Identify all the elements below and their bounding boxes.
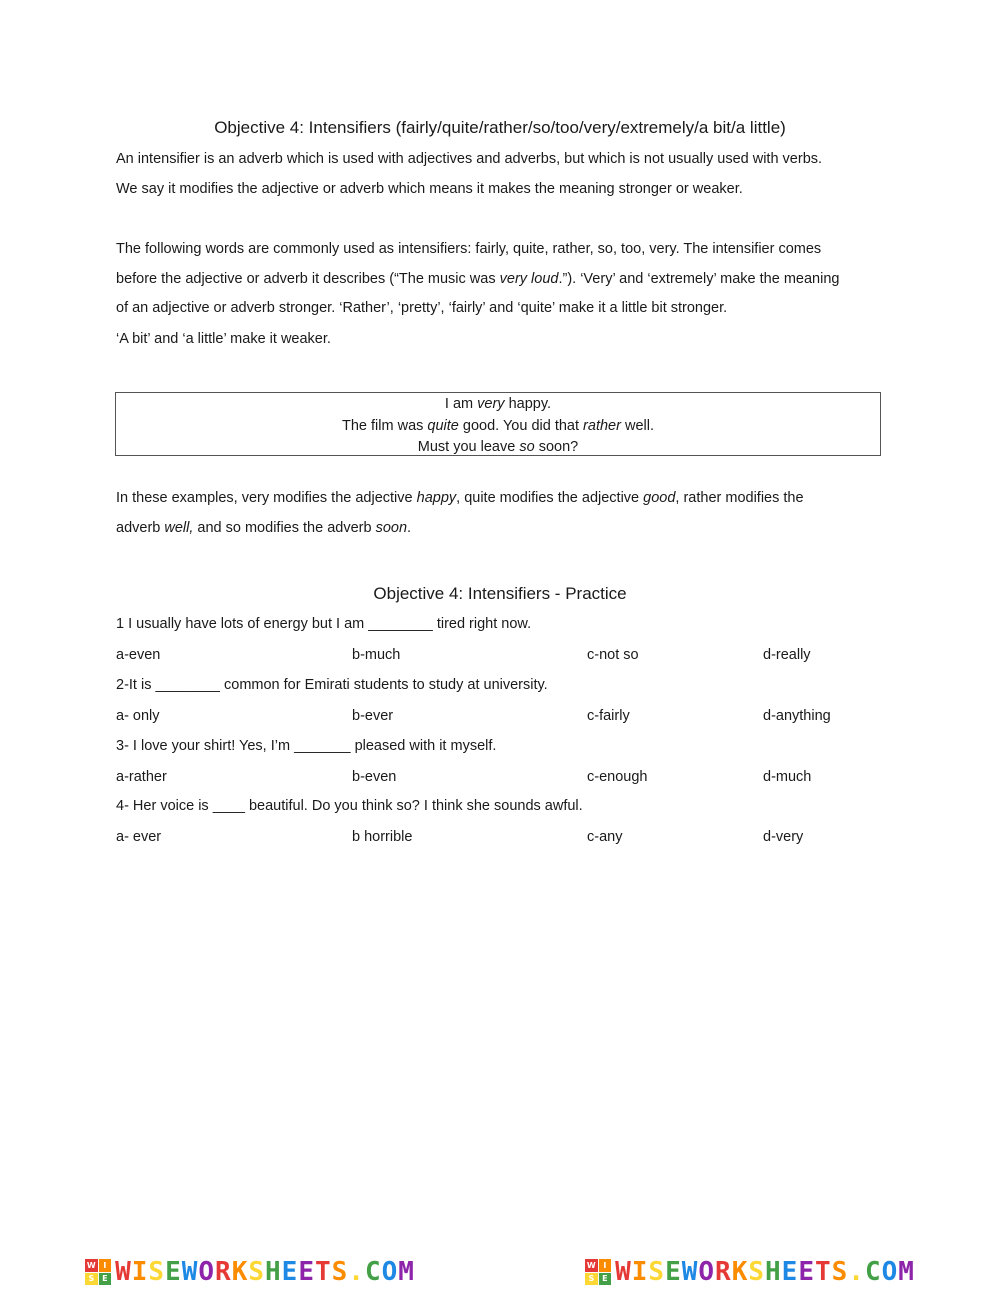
brand-letter: I (131, 1257, 149, 1287)
brand-letter: C (864, 1257, 882, 1287)
logo-icon (85, 1259, 111, 1285)
brand-letter: T (314, 1257, 332, 1287)
brand-text (115, 1257, 415, 1287)
logo-letter: I (599, 1259, 612, 1272)
question-3: 3- I love your shirt! Yes, I’m _______ pleased with it myself. (116, 738, 497, 754)
intro-line-1: An intensifier is an adverb which is used with adjectives and adverbs, but which is not usually used with verbs. (116, 151, 823, 167)
explanation-line-2: adverb well, and so modifies the adverb soon. (116, 520, 412, 536)
logo-letter: S (585, 1273, 598, 1286)
q3-option-c[interactable]: c-enough (587, 769, 648, 785)
q1-option-d[interactable]: d-really (763, 647, 811, 663)
brand-letter: W (615, 1257, 632, 1287)
brand-letter: M (898, 1257, 915, 1287)
brand-letter: E (165, 1257, 182, 1287)
intro-line-2: We say it modifies the adjective or adverb which means it makes the meaning stronger or weaker. (116, 181, 743, 197)
example-2: The film was quite good. You did that rather well. (342, 417, 654, 434)
brand-letter: E (798, 1257, 815, 1287)
brand-letter: C (364, 1257, 382, 1287)
q1-option-a[interactable]: a-even (116, 647, 161, 663)
brand-letter: E (298, 1257, 315, 1287)
logo-letter: W (86, 1260, 96, 1270)
brand-text (615, 1257, 915, 1287)
brand-letter: O (698, 1257, 716, 1287)
q4-option-b[interactable]: b horrible (352, 829, 413, 845)
q1-option-c[interactable]: c-not so (587, 647, 639, 663)
logo-letter: E (599, 1273, 612, 1286)
brand-letter: I (631, 1257, 649, 1287)
brand-letter: H (765, 1257, 782, 1287)
brand-letter: . (848, 1257, 865, 1287)
q4-option-c[interactable]: c-any (587, 829, 623, 845)
example-box (115, 392, 881, 456)
brand-letter: T (814, 1257, 832, 1287)
example-3: Must you leave so soon? (417, 439, 579, 455)
brand-letter: W (181, 1257, 199, 1287)
example-1: I am very happy. (444, 396, 552, 412)
logo-letter: W (586, 1260, 596, 1270)
logo-icon (585, 1259, 611, 1285)
brand-letter: K (231, 1257, 249, 1287)
q3-option-a[interactable]: a-rather (116, 769, 167, 785)
brand-letter: O (198, 1257, 216, 1287)
brand-letter: O (881, 1257, 899, 1287)
q2-option-c[interactable]: c-fairly (587, 708, 630, 724)
logo-letter: S (85, 1273, 98, 1286)
practice-title: Objective 4: Intensifiers - Practice (373, 584, 627, 603)
brand-letter: W (115, 1257, 132, 1287)
brand-letter: K (731, 1257, 749, 1287)
logo-letter: I (99, 1259, 112, 1272)
brand-letter: S (831, 1257, 849, 1287)
brand-letter: O (381, 1257, 399, 1287)
brand-letter: . (348, 1257, 365, 1287)
brand-letter: S (148, 1257, 166, 1287)
brand-letter: S (748, 1257, 765, 1287)
brand-letter: R (715, 1257, 732, 1287)
q3-option-b[interactable]: b-even (352, 769, 397, 785)
footer-watermark (0, 1256, 1000, 1288)
brand-letter: S (248, 1257, 265, 1287)
question-2: 2-It is ________ common for Emirati students to study at university. (116, 677, 548, 693)
question-1: 1 I usually have lots of energy but I am ________ tired right now. (116, 616, 532, 632)
brand-letter: M (398, 1257, 415, 1287)
para-line-1: The following words are commonly used as intensifiers: fairly, quite, rather, so, too, very. The intensifier comes (116, 241, 822, 257)
q1-option-b[interactable]: b-much (352, 647, 401, 663)
brand-letter: S (648, 1257, 666, 1287)
section-title: Objective 4: Intensifiers (fairly/quite/rather/so/too/very/extremely/a bit/a little) (214, 118, 786, 137)
brand-letter: E (281, 1257, 299, 1287)
brand-letter: E (665, 1257, 682, 1287)
q4-option-a[interactable]: a- ever (116, 829, 162, 845)
q4-option-d[interactable]: d-very (763, 829, 804, 845)
brand-letter: S (331, 1257, 349, 1287)
q2-option-d[interactable]: d-anything (763, 708, 831, 724)
brand-mark-1 (85, 1257, 415, 1287)
para-line-4: ‘A bit’ and ‘a little’ make it weaker. (116, 331, 331, 347)
brand-letter: H (265, 1257, 282, 1287)
brand-letter: R (215, 1257, 232, 1287)
para-line-2: before the adjective or adverb it describes (“The music was very loud.”). ‘Very’ and ‘extremely’ make the meaning (116, 271, 840, 287)
explanation-line-1: In these examples, very modifies the adjective happy, quite modifies the adjective good, rather modifies the (116, 490, 804, 506)
para-line-3: of an adjective or adverb stronger. ‘Rather’, ‘pretty’, ‘fairly’ and ‘quite’ make it a little bit stronger. (116, 300, 728, 316)
brand-letter: E (781, 1257, 799, 1287)
q2-option-b[interactable]: b-ever (352, 708, 394, 724)
brand-letter: W (681, 1257, 699, 1287)
brand-mark-2 (585, 1257, 915, 1287)
question-4: 4- Her voice is ____ beautiful. Do you think so? I think she sounds awful. (116, 798, 583, 814)
q3-option-d[interactable]: d-much (763, 769, 812, 785)
logo-letter: E (99, 1273, 112, 1286)
q2-option-a[interactable]: a- only (116, 708, 160, 724)
